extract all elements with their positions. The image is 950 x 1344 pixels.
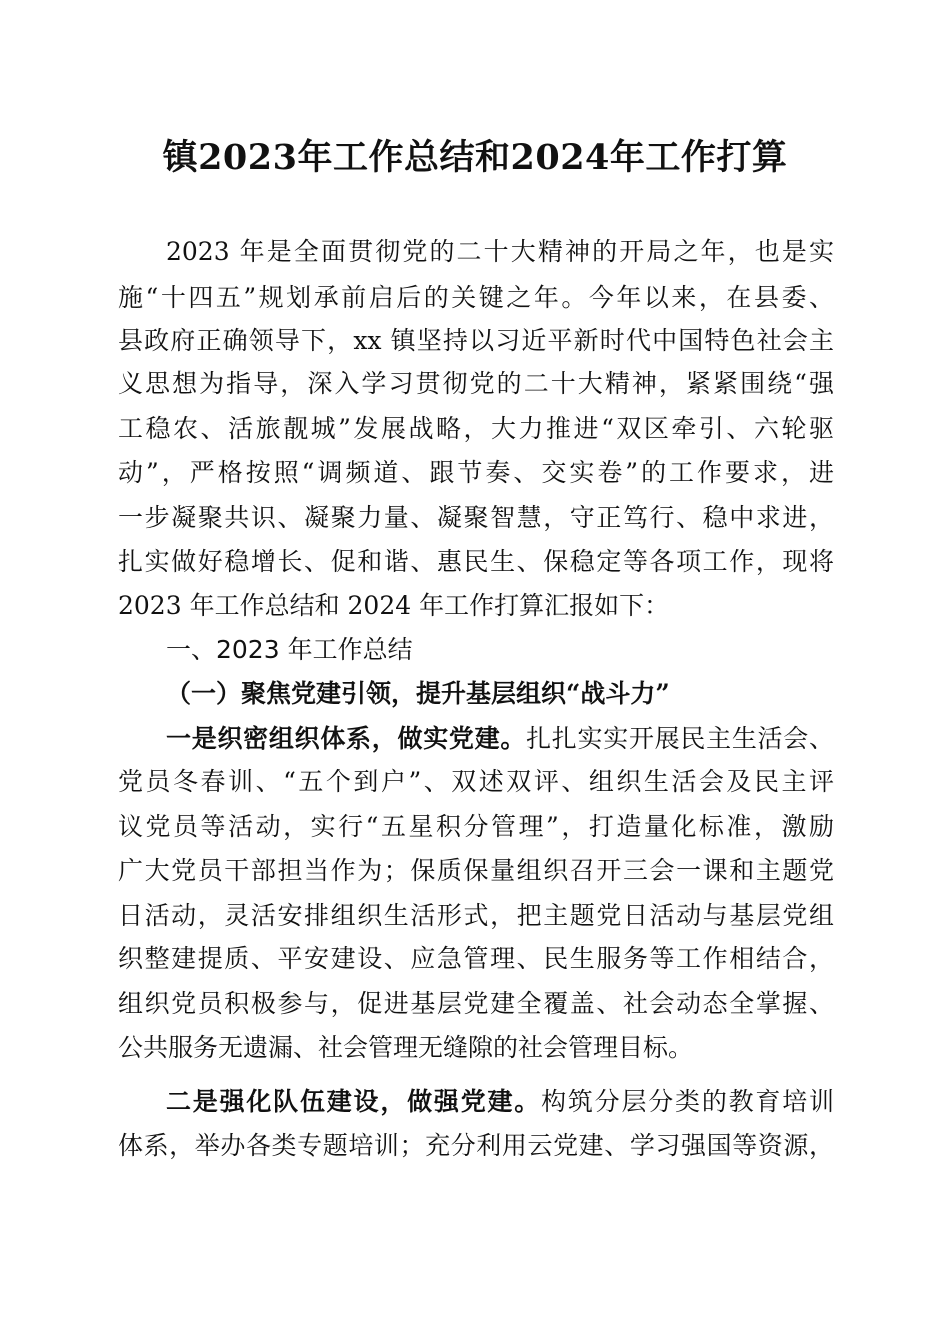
intro-line-1: 2023 年是全面贯彻党的二十大精神的开局之年，也是实 bbox=[166, 237, 834, 266]
item-1-line-8: 公共服务无遗漏、社会管理无缝隙的社会管理目标。 bbox=[118, 1033, 694, 1062]
item-1-lead: 一是织密组织体系，做实党建。 bbox=[166, 724, 527, 753]
intro-line-8: 扎实做好稳增长、促和谐、惠民生、保稳定等各项工作，现将 bbox=[118, 547, 834, 576]
intro-line-3: 县政府正确领导下，xx 镇坚持以习近平新时代中国特色社会主 bbox=[118, 326, 834, 355]
item-2-first-line bbox=[166, 1084, 834, 1120]
intro-line-2: 施“十四五”规划承前启后的关键之年。今年以来，在县委、 bbox=[118, 283, 834, 312]
subsection-heading: （一）聚焦党建引领，提升基层组织“战斗力” bbox=[166, 679, 670, 708]
item-2-line-2: 体系，举办各类专题培训；充分利用云党建、学习强国等资源， bbox=[118, 1131, 834, 1160]
item-1-first-line-rest: 扎扎实实开展民主生活会、 bbox=[526, 724, 834, 753]
item-1-line-3: 议党员等活动，实行“五星积分管理”，打造量化标准，激励 bbox=[118, 812, 834, 841]
item-1-line-5: 日活动，灵活安排组织生活形式，把主题党日活动与基层党组 bbox=[118, 901, 834, 930]
intro-line-9: 2023 年工作总结和 2024 年工作打算汇报如下： bbox=[118, 591, 670, 620]
item-1-line-7: 组织党员积极参与，促进基层党建全覆盖、社会动态全掌握、 bbox=[118, 989, 834, 1018]
item-1-line-6: 织整建提质、平安建设、应急管理、民生服务等工作相结合， bbox=[118, 944, 834, 973]
document-title: 镇2023年工作总结和2024年工作打算 bbox=[162, 137, 788, 178]
intro-line-6: 动”，严格按照“调频道、跟节奏、交实卷”的工作要求，进 bbox=[118, 458, 834, 487]
item-1-first-line bbox=[166, 721, 834, 757]
item-2-first-line-rest: 构筑分层分类的教育培训 bbox=[541, 1087, 834, 1116]
item-1-line-4: 广大党员干部担当作为；保质保量组织召开三会一课和主题党 bbox=[118, 856, 834, 885]
item-1-line-2: 党员冬春训、“五个到户”、双述双评、组织生活会及民主评 bbox=[118, 767, 834, 796]
section-heading: 一、2023 年工作总结 bbox=[166, 635, 413, 664]
item-2-lead: 二是强化队伍建设，做强党建。 bbox=[166, 1087, 542, 1116]
intro-line-7: 一步凝聚共识、凝聚力量、凝聚智慧，守正笃行、稳中求进， bbox=[118, 503, 834, 532]
intro-line-5: 工稳农、活旅靓城”发展战略，大力推进“双区牵引、六轮驱 bbox=[118, 414, 834, 443]
intro-line-4: 义思想为指导，深入学习贯彻党的二十大精神，紧紧围绕“强 bbox=[118, 369, 834, 398]
